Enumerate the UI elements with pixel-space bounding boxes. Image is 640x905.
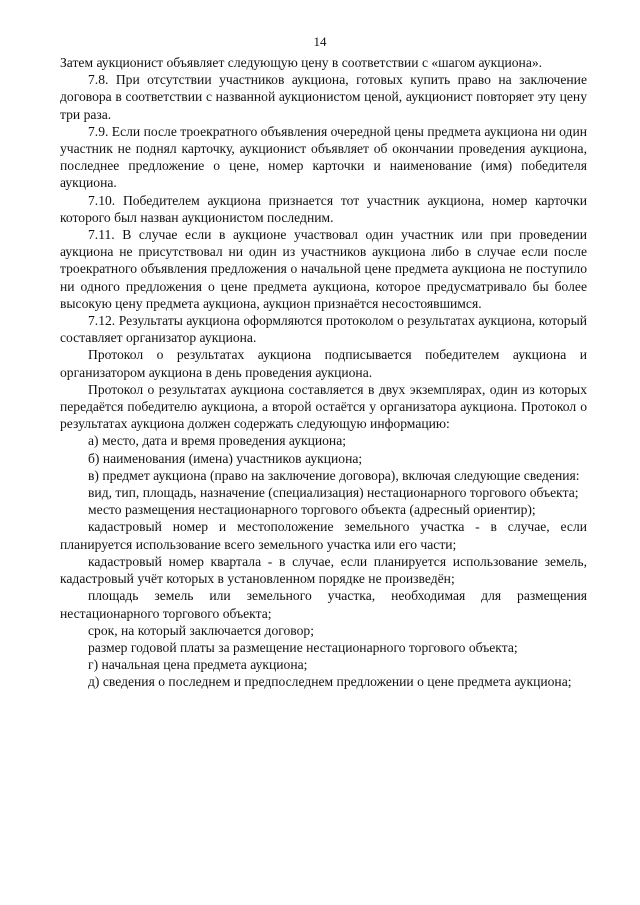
paragraph: размер годовой платы за размещение нестационарного торгового объекта;: [88, 639, 518, 655]
paragraph: срок, на который заключается договор;: [88, 622, 314, 638]
paragraph: 7.10. Победителем аукциона признается тот участник аукциона, номер карточки которого был назван аукционистом последним.: [60, 192, 587, 225]
paragraph: д) сведения о последнем и предпоследнем предложении о цене предмета аукциона;: [88, 674, 572, 690]
paragraph: 7.8. При отсутствии участников аукциона, готовых купить право на заключение договора в соответствии с названной аукционистом ценой, аукционист повторяет эту цену три раза.: [60, 72, 587, 122]
document-body: [60, 54, 587, 691]
paragraph: кадастровый номер и местоположение земельного участка - в случае, если планируется использование всего земельного участка или его части;: [60, 519, 587, 552]
paragraph: 7.11. В случае если в аукционе участвовал один участник или при проведении аукциона не присутствовал ни один из участников аукциона либо в случае если после троекратного объявления предложения о начальной цене предмета аукциона не поступило ни одного предложения о цене предмета аукциона, которое предусматривало бы более высокую цену предмета аукциона, аукцион признаётся несостоявшимся.: [60, 227, 587, 311]
paragraph: Протокол о результатах аукциона подписывается победителем аукциона и организатором аукциона в день проведения аукциона.: [60, 347, 587, 380]
paragraph: вид, тип, площадь, назначение (специализация) нестационарного торгового объекта;: [88, 485, 579, 501]
paragraph: 7.9. Если после троекратного объявления очередной цены предмета аукциона ни один участник не поднял карточку, аукционист объявляет об окончании проведения аукциона, последнее предложение о цене, номер карточки и наименование (имя) победителя аукциона.: [60, 123, 587, 191]
page-number: 14: [313, 34, 327, 49]
paragraph: кадастровый номер квартала - в случае, если планируется использование земель, кадастровый учёт которых в установленном порядке не произведён;: [60, 553, 587, 587]
paragraph: в) предмет аукциона (право на заключение договора), включая следующие сведения:: [88, 467, 580, 483]
paragraph: г) начальная цена предмета аукциона;: [88, 657, 308, 673]
paragraph: а) место, дата и время проведения аукциона;: [88, 433, 347, 449]
paragraph: Протокол о результатах аукциона составляется в двух экземплярах, один из которых передаётся победителю аукциона, а второй остаётся у организатора аукциона. Протокол о результатах аукциона должен содержать следующую информацию:: [60, 381, 587, 432]
paragraph: площадь земель или земельного участка, необходимая для размещения нестационарного торгового объекта;: [60, 588, 587, 621]
paragraph: место размещения нестационарного торгового объекта (адресный ориентир);: [88, 502, 536, 518]
paragraph: Затем аукционист объявляет следующую цену в соответствии с «шагом аукциона».: [60, 55, 543, 70]
paragraph: 7.12. Результаты аукциона оформляются протоколом о результатах аукциона, который составляет организатор аукциона.: [60, 313, 587, 346]
paragraph: б) наименования (имена) участников аукциона;: [88, 450, 363, 466]
